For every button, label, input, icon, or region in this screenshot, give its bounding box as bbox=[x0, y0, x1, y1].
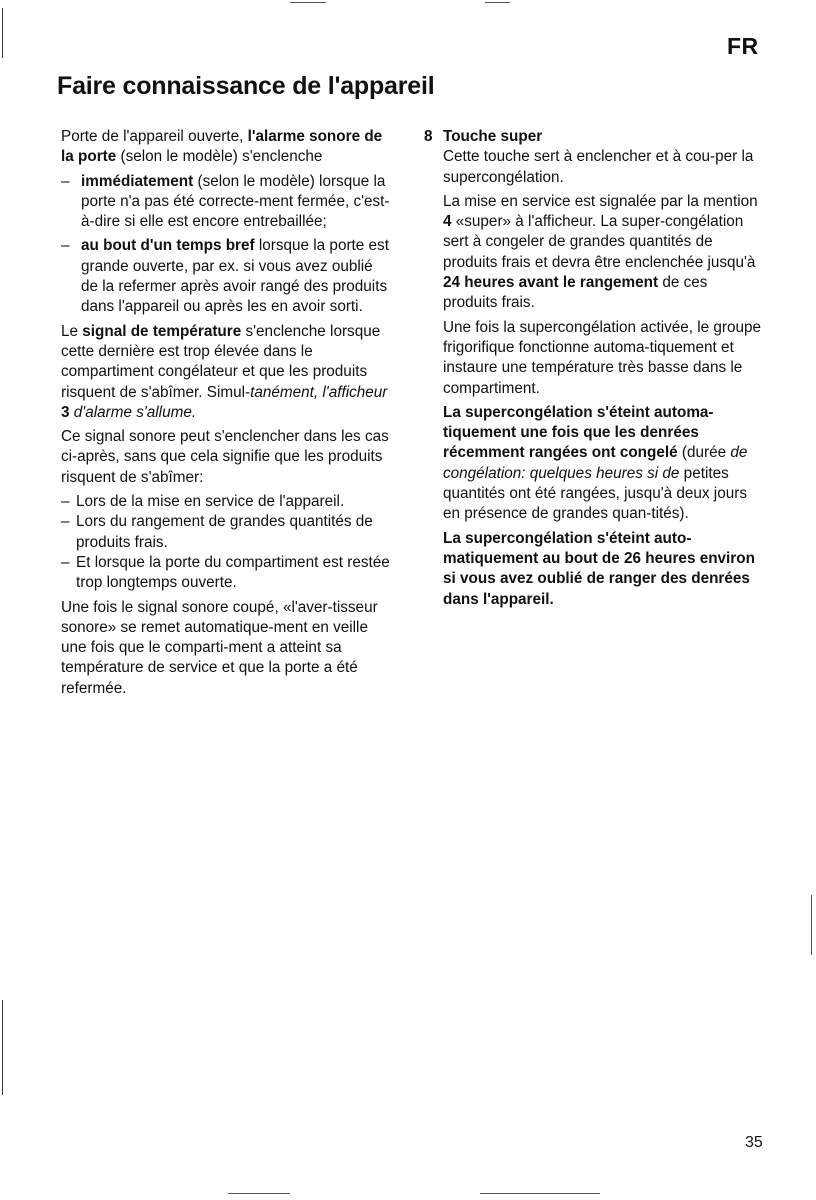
signal-cases-intro: Ce signal sonore peut s'enclencher dans les cas ci-après, sans que cela signifie que les produits risquent de s'abîmer: bbox=[61, 428, 389, 486]
scan-edge-mark bbox=[2, 8, 3, 58]
item-number: 8 bbox=[424, 128, 433, 145]
page-title: Faire connaissance de l'appareil bbox=[57, 72, 435, 100]
scan-edge-mark bbox=[811, 895, 812, 955]
list-item: – Lors de la mise en service de l'appareil. bbox=[61, 492, 391, 512]
list-item: – Et lorsque la porte du compartiment est restée trop longtemps ouverte. bbox=[61, 553, 391, 594]
scan-edge-mark bbox=[228, 1193, 290, 1194]
list-item: – Lors du rangement de grandes quantités de produits frais. bbox=[61, 512, 391, 553]
section-heading: Touche super bbox=[443, 128, 543, 145]
scan-edge-mark bbox=[485, 2, 510, 3]
list-item: – au bout d'un temps bref lorsque la porte est grande ouverte, par ex. si vous avez oublié de la refermer après avoir rangé des produits dans l'appareil ou après les en avoir sorti. bbox=[61, 236, 391, 317]
scan-edge-mark bbox=[290, 2, 326, 3]
language-label: FR bbox=[727, 33, 759, 59]
super-activation-paragraph: La mise en service est signalée par la mention 4 «super» à l'afficheur. La super-congélation sert à congeler de grandes quantités de produits frais et devra être enclenchée jusqu'à 24 heures avant le rangement de ces produits frais. bbox=[443, 192, 758, 312]
door-alarm-paragraph: Porte de l'appareil ouverte, l'alarme sonore de la porte (selon le modèle) s'enclenche bbox=[61, 128, 383, 166]
auto-off-26h-paragraph: La supercongélation s'éteint auto-matiquement au bout de 26 heures environ si vous avez oublié de ranger des denrées dans l'appareil. bbox=[443, 529, 755, 608]
alarm-reset-paragraph: Une fois le signal sonore coupé, «l'aver-tisseur sonore» se remet automatique-ment en veille une fois que le comparti-ment a atteint sa température de service et que la porte a été refermée. bbox=[61, 598, 378, 697]
page-number: 35 bbox=[745, 1134, 763, 1151]
super-key-section bbox=[424, 127, 764, 610]
compressor-paragraph: Une fois la supercongélation activée, le groupe frigorifique fonctionne automa-tiquement et instaure une température très basse dans le compartiment. bbox=[443, 318, 762, 397]
left-column bbox=[61, 127, 391, 703]
super-key-intro: Cette touche sert à enclencher et à cou-per la supercongélation. bbox=[443, 148, 754, 186]
auto-off-paragraph: La supercongélation s'éteint automa-tiquement une fois que les denrées récemment rangées ont congelé (durée de congélation: quelques heures si de petites quantités ont été rangées, jusqu'à deux jours en présence de grandes quan-tités). bbox=[443, 403, 748, 523]
list-item: – immédiatement (selon le modèle) lorsque la porte n'a pas été correcte-ment fermée, c'est-à-dire si elle est encore entrebaillée; bbox=[61, 172, 391, 233]
scan-edge-mark bbox=[480, 1193, 600, 1194]
right-column bbox=[424, 127, 764, 614]
scan-edge-mark bbox=[2, 1000, 3, 1095]
temperature-signal-paragraph: Le signal de température s'enclenche lorsque cette dernière est trop élevée dans le compartiment congélateur et que les produits risquent de s'abîmer. Simul-tanément, l'afficheur 3 d'alarme s'allume. bbox=[61, 322, 388, 421]
